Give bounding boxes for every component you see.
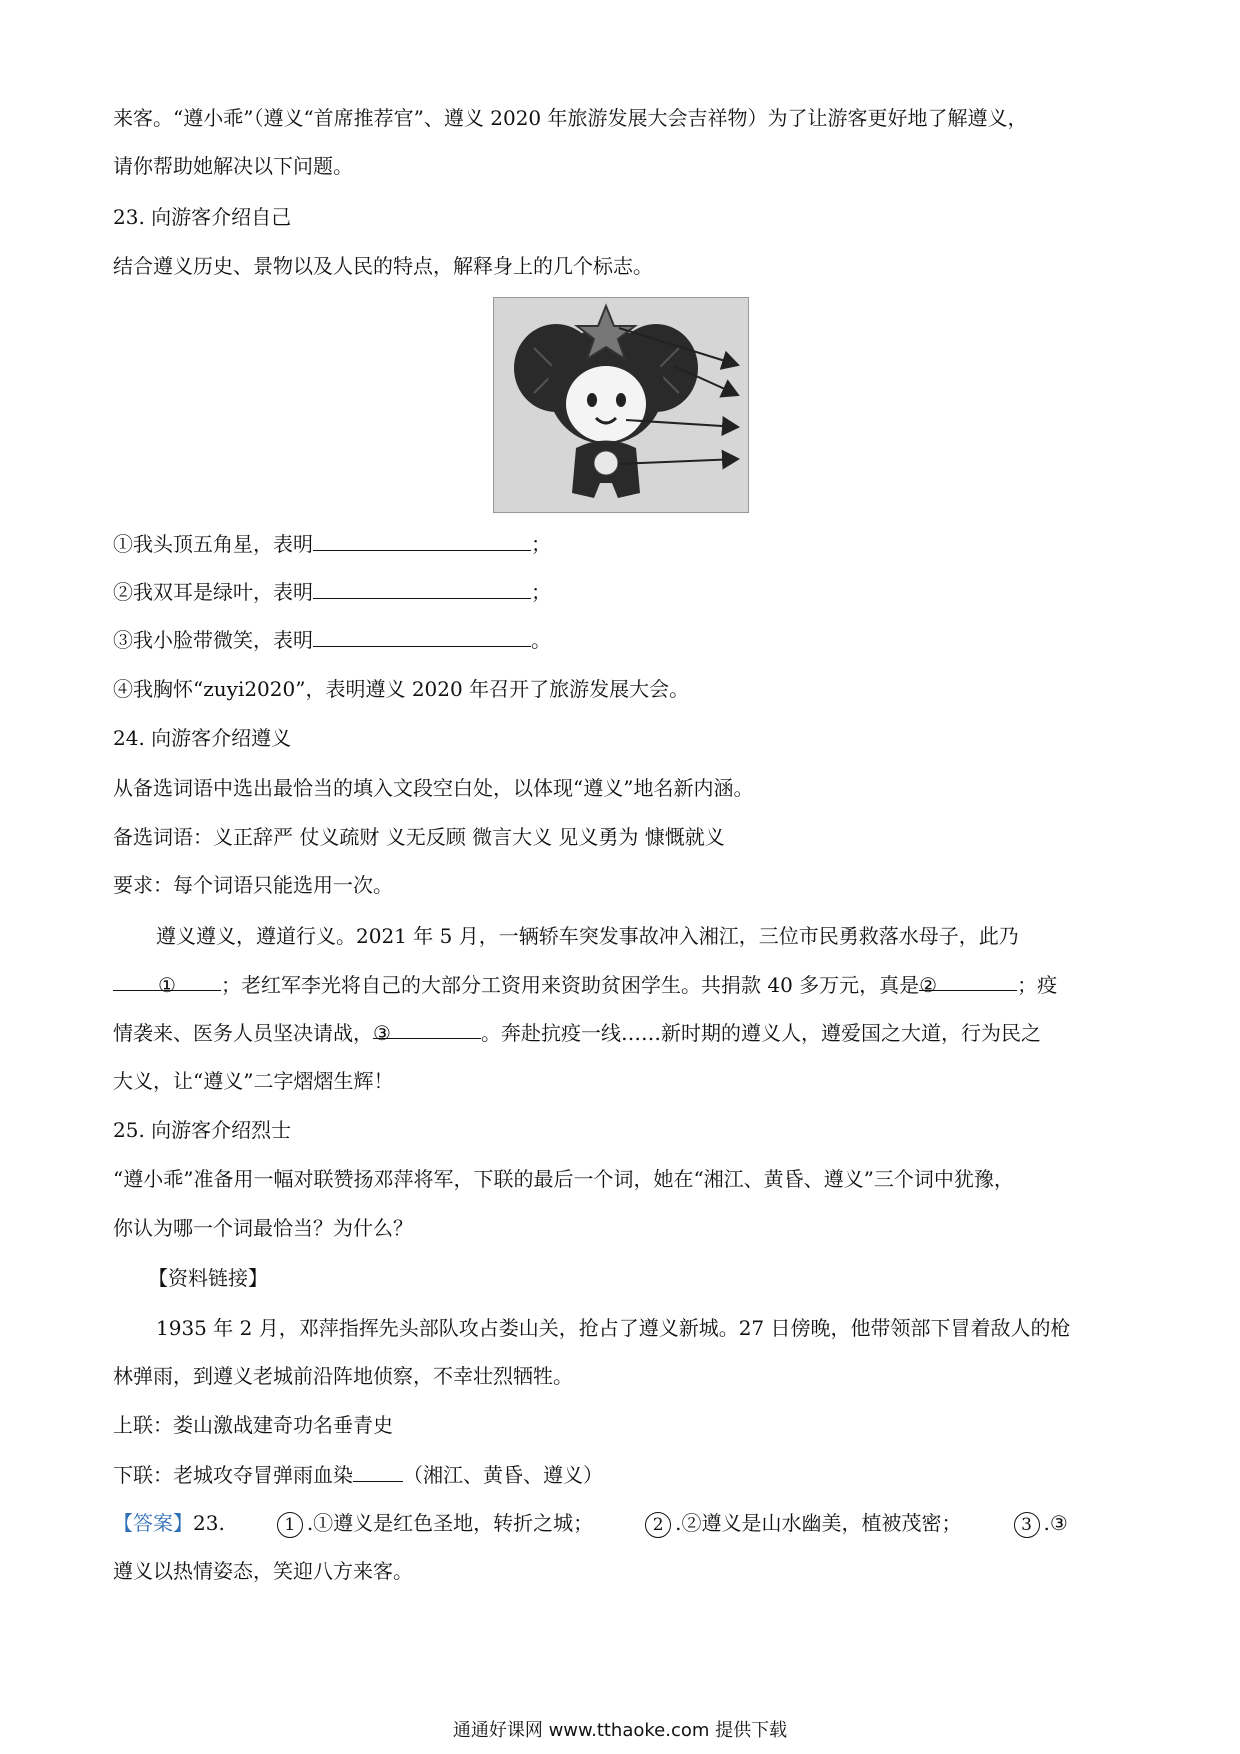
q25-blank[interactable] xyxy=(353,1461,403,1482)
q24-blank-1[interactable] xyxy=(113,970,221,997)
q24-passage-line-4: 大义，让“遵义”二字熠熠生辉！ xyxy=(113,1069,394,1093)
q25-lower-couplet-text: 下联：老城攻夺冒弹雨血染 xyxy=(113,1463,353,1487)
q24-passage-line-1: 遵义遵义，遵道行义。2021 年 5 月，一辆轿车突发事故冲入湘江，三位市民勇救落水母子，此乃 xyxy=(156,924,1019,948)
answer-1-text: .①遵义是红色圣地，转折之城； xyxy=(306,1511,594,1535)
q23-blank-1[interactable] xyxy=(313,530,531,551)
answer-2-text: .②遵义是山水幽美，植被茂密； xyxy=(675,1511,962,1535)
q23-item-2-text: ②我双耳是绿叶，表明 xyxy=(113,580,313,604)
q23-item-1-punct: ； xyxy=(531,532,551,556)
q25-title: 25. 向游客介绍烈士 xyxy=(113,1118,292,1142)
q23-item-1-text: ①我头顶五角星，表明 xyxy=(113,532,313,556)
q23-title: 23. 向游客介绍自己 xyxy=(113,205,292,229)
answer-2-marker: 2 xyxy=(645,1512,671,1538)
q25-prompt-2: 你认为哪一个词最恰当？为什么？ xyxy=(113,1216,413,1240)
q23-item-1 xyxy=(113,529,551,559)
answer-number: 23. xyxy=(193,1511,225,1535)
page-footer: 通通好课网 www.tthaoke.com 提供下载 xyxy=(452,1720,788,1741)
q24-passage-line-2-end: ；疫 xyxy=(1017,973,1058,997)
q24-requirement: 要求：每个词语只能选用一次。 xyxy=(113,873,393,897)
q24-prompt: 从备选词语中选出最恰当的填入文段空白处，以体现“遵义”地名新内涵。 xyxy=(113,776,754,800)
q23-item-2-punct: ； xyxy=(531,580,551,604)
q24-passage-line-3-start: 情袭来、医务人员坚决请战， xyxy=(113,1021,373,1045)
q24-blank-3[interactable] xyxy=(373,1018,481,1045)
answer-3-text: .③ xyxy=(1043,1511,1068,1535)
q25-link-line-2: 林弹雨，到遵义老城前沿阵地侦察，不幸壮烈牺牲。 xyxy=(113,1364,573,1388)
intro-line-2: 请你帮助她解决以下问题。 xyxy=(113,154,353,178)
q23-blank-2[interactable] xyxy=(313,578,531,599)
q24-options: 备选词语：义正辞严 仗义疏财 义无反顾 微言大义 见义勇为 慷慨就义 xyxy=(113,825,725,849)
q24-blank-1-mark: ① xyxy=(158,973,176,997)
q24-passage-line-2-text: ；老红军李光将自己的大部分工资用来资助贫困学生。共捐款 40 多万元，真是 xyxy=(221,973,920,997)
q24-blank-2[interactable] xyxy=(919,970,1017,997)
answer-3-marker: 3 xyxy=(1014,1512,1040,1538)
q24-title: 24. 向游客介绍遵义 xyxy=(113,726,292,750)
q24-blank-3-mark: ③ xyxy=(373,1021,391,1045)
intro-line-1: 来客。“遵小乖”（遵义“首席推荐官”、遵义 2020 年旅游发展大会吉祥物）为了让游客更好地了解遵义， xyxy=(113,106,1028,130)
q25-link-title: 【资料链接】 xyxy=(148,1266,268,1290)
q23-item-4: ④我胸怀“zuyi2020”，表明遵义 2020 年召开了旅游发展大会。 xyxy=(113,677,690,701)
q25-link-line-1: 1935 年 2 月，邓萍指挥先头部队攻占娄山关，抢占了遵义新城。27 日傍晚，他带领部下冒着敌人的枪 xyxy=(156,1316,1071,1340)
q25-lower-couplet xyxy=(113,1460,603,1490)
answer-1-marker: 1 xyxy=(277,1512,303,1538)
answer-tag: 【答案】 xyxy=(113,1511,193,1535)
q24-passage-line-3 xyxy=(113,1018,1041,1048)
q23-blank-3[interactable] xyxy=(313,626,531,647)
mascot-figure xyxy=(493,297,749,513)
q24-blank-2-mark: ② xyxy=(919,973,938,997)
q25-upper-couplet: 上联：娄山激战建奇功名垂青史 xyxy=(113,1413,393,1437)
q23-item-3-punct: 。 xyxy=(531,628,551,652)
q23-item-2 xyxy=(113,577,551,607)
q25-lower-options: （湘江、黄昏、遵义） xyxy=(403,1463,603,1487)
mascot-illustration xyxy=(494,298,748,512)
answer-line-1 xyxy=(113,1508,1068,1538)
q23-item-3 xyxy=(113,625,551,655)
answer-line-2: 遵义以热情姿态，笑迎八方来客。 xyxy=(113,1559,413,1583)
q23-prompt: 结合遵义历史、景物以及人民的特点，解释身上的几个标志。 xyxy=(113,254,653,278)
q23-item-3-text: ③我小脸带微笑，表明 xyxy=(113,628,313,652)
mascot-face xyxy=(566,366,646,442)
q24-passage-line-3-end: 。奔赴抗疫一线……新时期的遵义人，遵爱国之大道，行为民之 xyxy=(481,1021,1041,1045)
q24-passage-line-2 xyxy=(113,970,1057,1000)
q25-prompt-1: “遵小乖”准备用一幅对联赞扬邓萍将军，下联的最后一个词，她在“湘江、黄昏、遵义”三个词中犹豫， xyxy=(113,1167,1014,1191)
badge-icon xyxy=(594,451,618,475)
